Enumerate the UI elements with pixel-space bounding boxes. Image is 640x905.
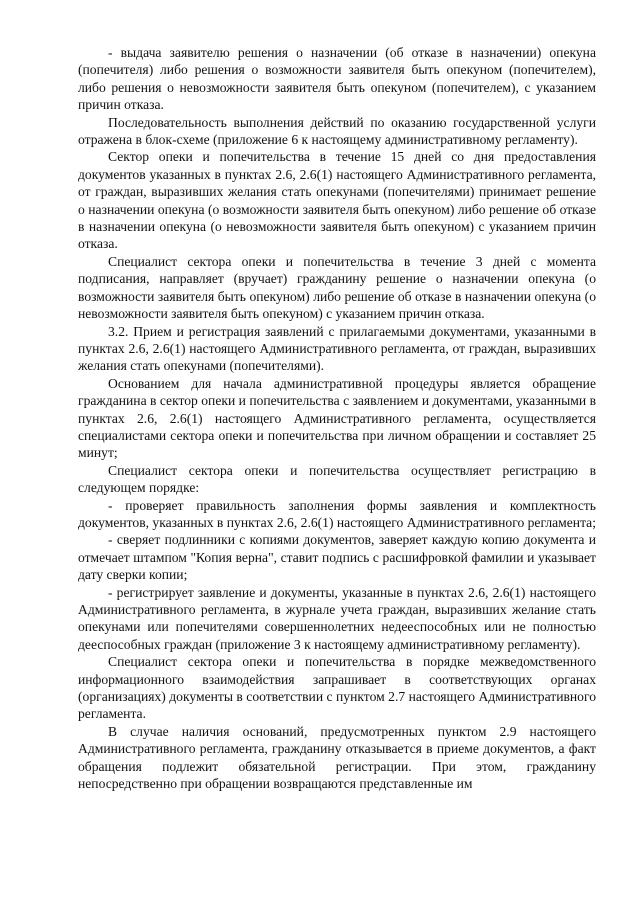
list-item-verify-copies: - сверяет подлинники с копиями документов, заверяет каждую копию документа и отмечает штампом "Копия верна", ставит подпись с расшифровкой фамилии и указывает дату сверки копии; xyxy=(78,532,596,583)
paragraph-procedure-basis: Основанием для начала административной процедуры является обращение гражданина в сектор опеки и попечительства с заявлением и документами, указанными в пунктах 2.6, 2.6(1) настоящего Административного регламента, осуществляется специалистами сектора опеки и попечительства при личном обращении и составляет 25 минут; xyxy=(78,375,596,461)
list-item-check-form: - проверяет правильность заполнения формы заявления и комплектность документов, указанных в пунктах 2.6, 2.6(1) настоящего Административного регламента; xyxy=(78,497,596,530)
paragraph-sequence-flowchart: Последовательность выполнения действий по оказанию государственной услуги отражена в блок-схеме (приложение 6 к настоящему административному регламенту). xyxy=(78,114,596,148)
paragraph-delivery-3-days: Специалист сектора опеки и попечительства в течение 3 дней с момента подписания, направляет (вручает) гражданину решение о назначении опекуна (о возможности заявителя быть опекуном) либо решение об отказе в назначении опекуна (о невозможности заявителя быть опекуном) с указанием причин отказа. xyxy=(78,253,596,322)
paragraph-refusal-grounds: В случае наличия оснований, предусмотренных пунктом 2.9 настоящего Административного регламента, гражданину отказывается в приеме документов, а факт обращения подлежит обязательной регистрации. При этом, гражданину непосредственно при обращении возвращаются представленные им xyxy=(78,723,596,792)
paragraph-decision-issuance: - выдача заявителю решения о назначении (об отказе в назначении) опекуна (попечителя) либо решения о возможности заявителя быть опекуном (попечителем), либо решения о невозможности заявителя быть опекуном (попечителем), с указанием причин отказа. xyxy=(78,45,596,113)
paragraph-section-3-2-heading: 3.2. Прием и регистрация заявлений с прилагаемыми документами, указанными в пунктах 2.6, 2.6(1) настоящего Административного регламента, от граждан, выразивших желания стать опекунами (попечителями). xyxy=(78,323,596,374)
document-page xyxy=(78,44,596,792)
list-item-register-application: - регистрирует заявление и документы, указанные в пунктах 2.6, 2.6(1) настоящего Административного регламента, в журнале учета граждан, выразивших желание стать опекунами или попечителями совершеннолетних недееспособных или не полностью дееспособных граждан (приложение 3 к настоящему административному регламенту). xyxy=(78,584,596,652)
paragraph-decision-15-days: Сектор опеки и попечительства в течение 15 дней со дня предоставления документов указанных в пунктах 2.6, 2.6(1) настоящего Административного регламента, от граждан, выразивших желания стать опекунами (попечителями) принимает решение о назначении опекуна (о возможности заявителя быть опекуном) либо решение об отказе в назначении опекуна (о невозможности заявителя быть опекуном) с указанием причин отказа. xyxy=(78,149,596,252)
paragraph-registration-order: Специалист сектора опеки и попечительства осуществляет регистрацию в следующем порядке: xyxy=(78,462,596,496)
paragraph-interagency-request: Специалист сектора опеки и попечительства в порядке межведомственного информационного взаимодействия запрашивает в соответствующих органах (организациях) документы в соответствии с пунктом 2.7 настоящего Административного регламента. xyxy=(78,654,596,722)
